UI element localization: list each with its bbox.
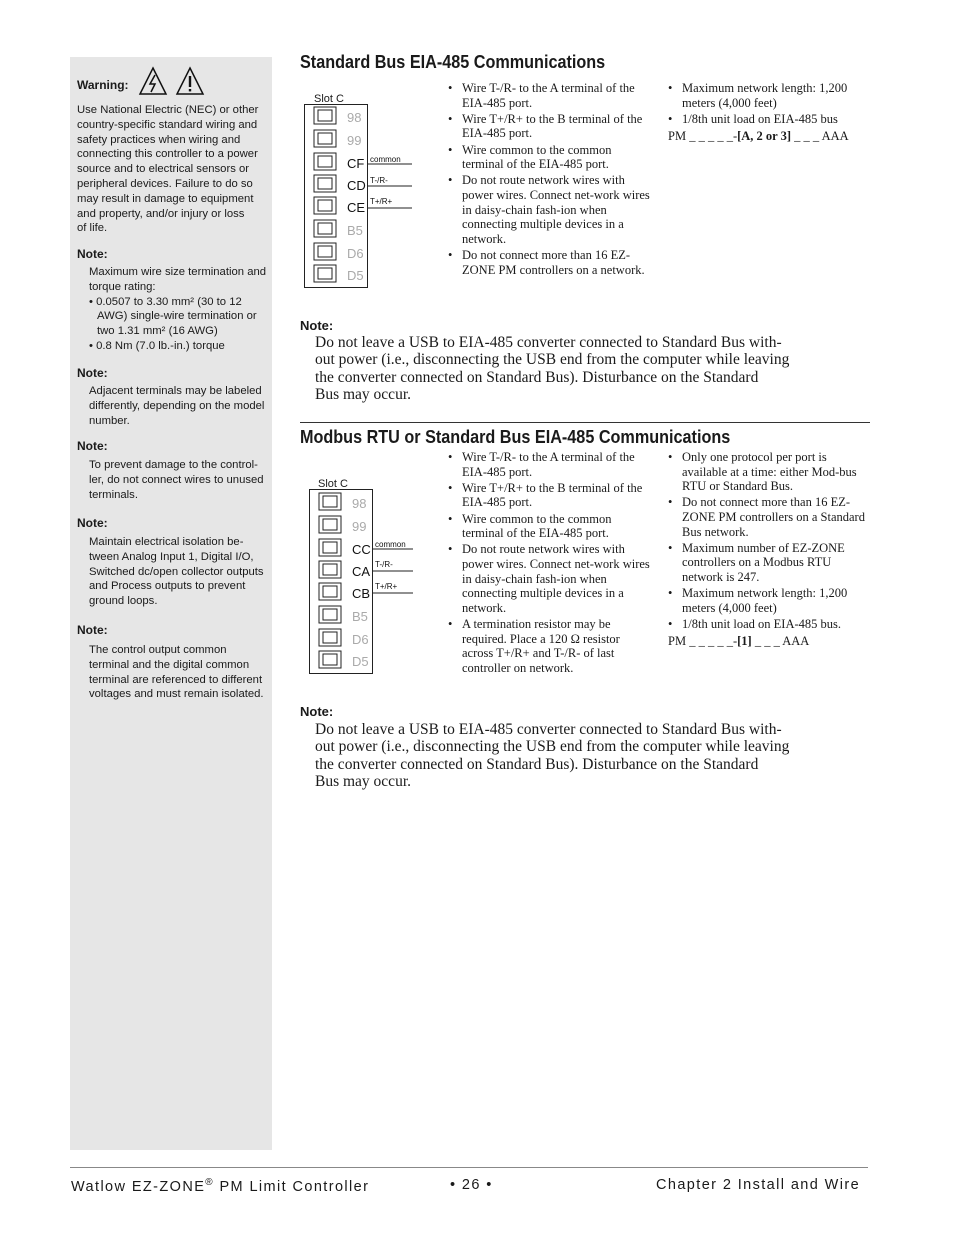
list-item: • Only one protocol per port is available at a time: either Mod-bus RTU or Standard Bus. bbox=[668, 450, 873, 494]
note-text: Maintain electrical isolation be- tween Analog Input 1, Digital I/O, Switched dc/open collector outputs and Process outputs to prevent ground loops. bbox=[89, 536, 264, 608]
footer-chapter: Chapter 2 Install and Wire bbox=[656, 1177, 861, 1193]
caution-warning-icon bbox=[175, 66, 205, 96]
note-label: Note: bbox=[77, 247, 108, 261]
note-text: To prevent damage to the control- ler, do not connect wires to unused terminals. bbox=[89, 459, 264, 501]
list-item: • Do not connect more than 16 EZ-ZONE PM controllers on a Standard Bus network. bbox=[668, 495, 873, 539]
list-item: • Wire T-/R- to the A terminal of the EIA-485 port. bbox=[448, 450, 653, 479]
list-item: • 1/8th unit load on EIA-485 bus. bbox=[668, 617, 873, 632]
list-item: • Maximum number of EZ-ZONE controllers on a Modbus RTU network is 247. bbox=[668, 541, 873, 585]
list-item: • Wire T-/R- to the A terminal of the EIA-485 port. bbox=[448, 81, 653, 110]
note-text: Maximum wire size termination and torque rating: • 0.0507 to 3.30 mm² (30 to 12 AWG) single-wire termination or two 1.31 mm² (16 AWG) • 0.8 Nm (7.0 lb.-in.) torque bbox=[89, 266, 267, 352]
bullet-list bbox=[668, 450, 873, 633]
section-title: Standard Bus EIA-485 Communications bbox=[300, 52, 606, 72]
terminal-label: D6 bbox=[352, 632, 369, 647]
bullet-list bbox=[668, 81, 873, 128]
part-number: PM _ _ _ _ _-[1] _ _ _ AAA bbox=[668, 634, 810, 648]
terminal-label: CD bbox=[347, 178, 366, 193]
footer-rule bbox=[70, 1167, 868, 1168]
terminal-label: 99 bbox=[352, 519, 367, 534]
list-item: • Wire common to the common terminal of the EIA-485 port. bbox=[448, 143, 653, 172]
wire-label: T+/R+ bbox=[370, 197, 393, 206]
terminal-label: CB bbox=[352, 586, 371, 601]
terminal-block-diagram bbox=[309, 489, 419, 675]
list-item: • Do not route network wires with power wires. Connect net-work wires in daisy-chain fash-ion when connecting multiple devices in a network. bbox=[448, 173, 653, 246]
terminal-label: B5 bbox=[352, 609, 368, 624]
list-item: • Maximum network length: 1,200 meters (4,000 feet) bbox=[668, 586, 873, 615]
terminal-label: D5 bbox=[352, 654, 369, 669]
note-label: Note: bbox=[77, 516, 108, 530]
warning-text: Use National Electric (NEC) or other country-specific standard wiring and safety practices when wiring and connecting this controller to a power source and to electrical sensors or peripheral devices. Failure to do so may result in damage to equipment and property, and/or injury or loss of life. bbox=[77, 104, 259, 235]
footer-title: Watlow EZ-ZONE® PM Limit Controller bbox=[71, 1177, 370, 1195]
note-text: Do not leave a USB to EIA-485 converter connected to Standard Bus with- out power (i.e., disconnecting the USB end from the computer while leaving the converter connected on Standard Bus). Disturbance on the Standard Bus may occur. bbox=[315, 721, 790, 790]
note-text: The control output common terminal and the digital common terminal are referenced to different voltages and must remain isolated. bbox=[89, 644, 264, 701]
list-item: • Wire common to the common terminal of the EIA-485 port. bbox=[448, 512, 653, 541]
terminal-label: 98 bbox=[347, 110, 362, 125]
wire-label: T+/R+ bbox=[375, 582, 398, 591]
list-item: • A termination resistor may be required. Place a 120 Ω resistor across T+/R+ and T-/R- of last controller on network. bbox=[448, 617, 653, 675]
terminal-label: 99 bbox=[347, 133, 362, 148]
list-item: • Maximum network length: 1,200 meters (4,000 feet) bbox=[668, 81, 873, 110]
part-number: PM _ _ _ _ _-[A, 2 or 3] _ _ _ AAA bbox=[668, 129, 849, 143]
list-item: • Wire T+/R+ to the B terminal of the EIA-485 port. bbox=[448, 481, 653, 510]
warning-label: Warning: bbox=[77, 78, 129, 92]
wire-label: common bbox=[370, 155, 401, 164]
list-item: • Do not connect more than 16 EZ-ZONE PM controllers on a network. bbox=[448, 248, 653, 277]
page-number: • 26 • bbox=[450, 1177, 493, 1193]
terminal-label: D6 bbox=[347, 246, 364, 261]
note-label: Note: bbox=[300, 704, 334, 719]
electric-shock-warning-icon bbox=[138, 66, 168, 96]
list-item: • Wire T+/R+ to the B terminal of the EIA-485 port. bbox=[448, 112, 653, 141]
slot-label: Slot C bbox=[318, 478, 348, 490]
terminal-label: B5 bbox=[347, 223, 363, 238]
wire-label: T-/R- bbox=[375, 560, 393, 569]
terminal-label: 98 bbox=[352, 496, 367, 511]
note-label: Note: bbox=[77, 439, 108, 453]
note-label: Note: bbox=[77, 366, 108, 380]
note-label: Note: bbox=[300, 318, 334, 333]
terminal-label: D5 bbox=[347, 268, 364, 283]
note-text: Do not leave a USB to EIA-485 converter connected to Standard Bus with- out power (i.e., disconnecting the USB end from the computer while leaving the converter connected on Standard Bus). Disturbance on the Standard Bus may occur. bbox=[315, 334, 790, 403]
list-item: • 1/8th unit load on EIA-485 bus bbox=[668, 112, 873, 127]
terminal-label: CA bbox=[352, 564, 371, 579]
bullet-list bbox=[448, 81, 653, 279]
wire-label: common bbox=[375, 540, 406, 549]
terminal-label: CE bbox=[347, 200, 366, 215]
wire-label: T-/R- bbox=[370, 176, 388, 185]
section-divider bbox=[300, 422, 870, 423]
slot-label: Slot C bbox=[314, 93, 344, 105]
bullet-list bbox=[448, 450, 653, 677]
list-item: • Do not route network wires with power wires. Connect net-work wires in daisy-chain fash-ion when connecting multiple devices in a network. bbox=[448, 542, 653, 615]
note-text: Adjacent terminals may be labeled differently, depending on the model number. bbox=[89, 385, 265, 427]
terminal-label: CC bbox=[352, 542, 371, 557]
note-label: Note: bbox=[77, 623, 108, 637]
section-title: Modbus RTU or Standard Bus EIA-485 Communications bbox=[300, 427, 731, 447]
terminal-block-diagram bbox=[304, 104, 414, 288]
terminal-label: CF bbox=[347, 156, 365, 171]
